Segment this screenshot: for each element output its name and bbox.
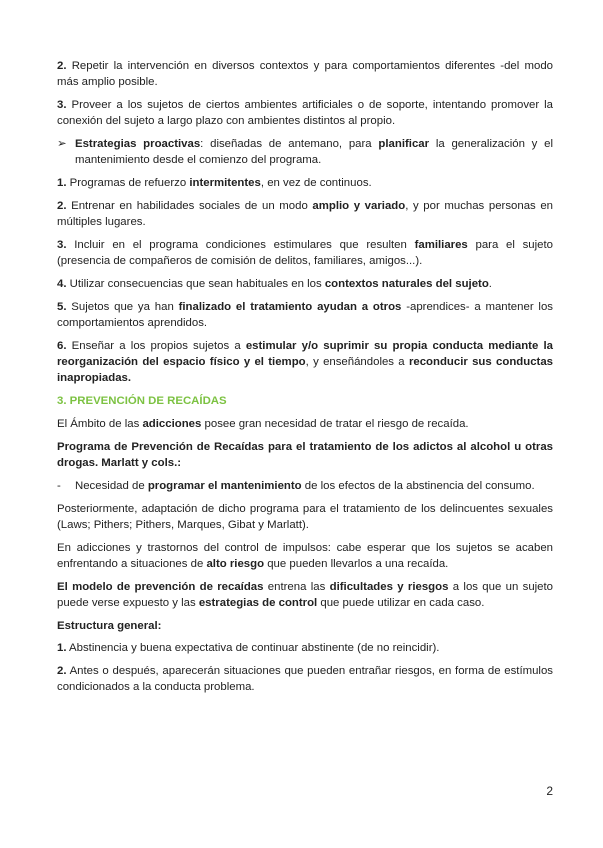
paragraph-adaptation: Posteriormente, adaptación de dicho programa para el tratamiento de los delincuentes sexuales (Laws; Pithers; Pithers, Marques, Gibat y Marlatt).	[57, 502, 553, 531]
section-heading: 3. PREVENCIÓN DE RECAÍDAS	[57, 394, 227, 407]
list-item-1: 1. Programas de refuerzo intermitentes, en vez de continuos.	[57, 177, 372, 189]
list-item-4: 4. Utilizar consecuencias que sean habituales en los contextos naturales del sujeto.	[57, 277, 492, 290]
document-body	[57, 58, 553, 702]
item-number: 3.	[57, 99, 67, 111]
dash-text: Necesidad de programar el mantenimiento de los efectos de la abstinencia del consumo.	[75, 479, 535, 492]
paragraph-structure-title: Estructura general:	[57, 619, 162, 632]
list-item-3: 3. Incluir en el programa condiciones estimulares que resulten familiares para el sujeto (presencia de compañeros de comisión de delitos, familiares, amigos...).	[57, 238, 553, 267]
bullet-text: Estrategias proactivas: diseñadas de antemano, para planificar la generalización y el mantenimiento desde el comienzo del programa.	[75, 138, 553, 167]
bullet-proactive	[57, 136, 553, 168]
dash-item	[57, 478, 553, 494]
paragraph-3	[57, 97, 553, 129]
paragraph-impulse-control: En adicciones y trastornos del control de impulsos: cabe esperar que los sujetos se acaben enfrentando a situaciones de alto riesgo que pueden llevarlos a una recaída.	[57, 541, 553, 570]
list-item-2: 2. Entrenar en habilidades sociales de un modo amplio y variado, y por muchas personas en múltiples lugares.	[57, 199, 554, 228]
list-item-5: 5. Sujetos que ya han finalizado el tratamiento ayudan a otros -aprendices- a mantener los comportamientos aprendidos.	[57, 300, 553, 329]
arrow-bullet-icon: ➢	[57, 138, 67, 150]
list-item-6: 6. Enseñar a los propios sujetos a estimular y/o suprimir su propia conducta mediante la reorganización del espacio físico y el tiempo, y enseñándoles a reconducir sus conductas inapropiadas.	[57, 339, 553, 384]
paragraph-model: El modelo de prevención de recaídas entrena las dificultades y riesgos a los que un sujeto puede verse expuesto y las estrategias de control que puede utilizar en cada caso.	[57, 580, 554, 609]
item-text: Repetir la intervención en diversos contextos y para comportamientos diferentes -del modo más amplio posible.	[57, 60, 553, 89]
structure-item-2: 2. Antes o después, aparecerán situaciones que pueden entrañar riesgos, en forma de estímulos condicionados a la conducta problema.	[57, 665, 553, 694]
paragraph-program-title: Programa de Prevención de Recaídas para el tratamiento de los adictos al alcohol u otras drogas. Marlatt y cols.:	[57, 440, 553, 469]
paragraph-2	[57, 58, 553, 90]
dash-bullet: -	[57, 479, 61, 492]
page-number: 2	[546, 784, 553, 798]
structure-item-1: 1. Abstinencia y buena expectativa de continuar abstinente (de no reincidir).	[57, 642, 440, 655]
item-text: Proveer a los sujetos de ciertos ambientes artificiales o de soporte, intentando promover la conexión del sujeto a largo plazo con ambientes distintos al propio.	[57, 99, 553, 128]
item-number: 2.	[57, 60, 67, 72]
paragraph-addictions: El Ámbito de las adicciones posee gran necesidad de tratar el riesgo de recaída.	[57, 418, 469, 430]
